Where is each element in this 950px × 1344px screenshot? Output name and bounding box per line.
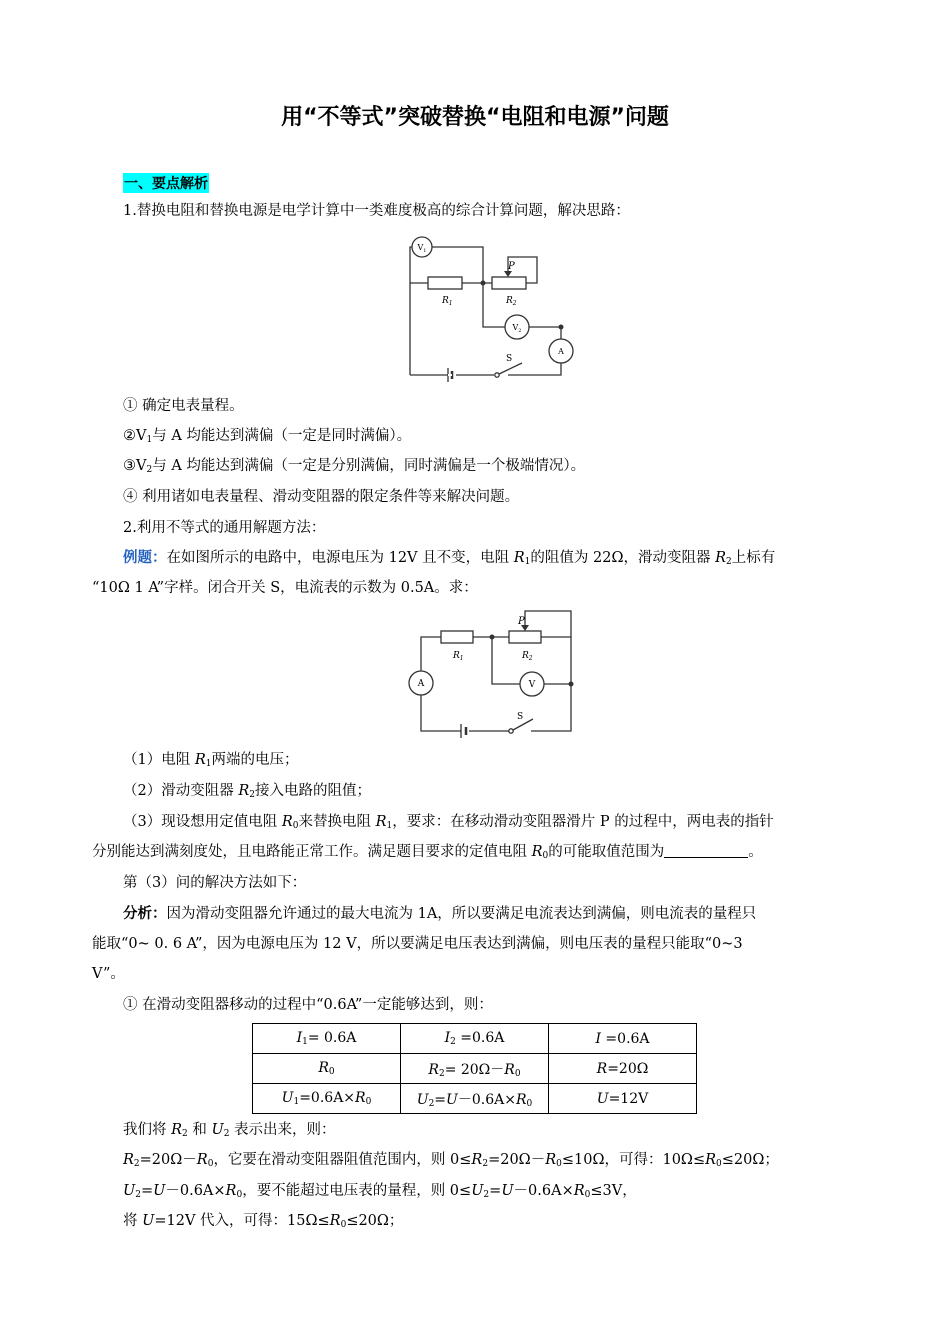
table-row bbox=[253, 1054, 697, 1084]
r2-label: $R_2$ bbox=[506, 296, 517, 307]
ammeter-label-2: A bbox=[417, 679, 425, 689]
step-3: $③V_2$与 A 均能达到满偏（一定是分别满偏，同时满偏是一个极端情况）。 bbox=[123, 458, 586, 475]
circuit-figure-two bbox=[405, 607, 581, 743]
r2-label-2: $R_2$ bbox=[522, 651, 533, 662]
r1-label-2: $R_1$ bbox=[453, 651, 464, 662]
paragraph-1: 1.替换电阻和替换电源是电学计算中一类难度极高的综合计算问题，解决思路： bbox=[123, 203, 630, 219]
analysis-line-2: 能取“0~ 0. 6 A”，因为电源电压为 12 V，所以要满足电压表达到满偏，则电压表的量程只能取“0~3 bbox=[92, 936, 743, 952]
table-cell: $R_0$ bbox=[253, 1054, 401, 1084]
table-cell: I =0.6A bbox=[549, 1024, 697, 1054]
equation-2: $U_2=U-0.6A\times R_0$，要不能超过电压表的量程，则 $0\le U_2=U-0.6A\times R_0\le 3V$， bbox=[123, 1183, 637, 1200]
step-4: ④ 利用诸如电表量程、滑动变阻器的限定条件等来解决问题。 bbox=[123, 489, 520, 505]
v2-label: $V_2$ bbox=[512, 323, 522, 334]
equation-3: 将 U=12V 代入，可得：$15\Omega\le R_0\le 20\Omega$； bbox=[123, 1213, 404, 1230]
analysis-line-3: V”。 bbox=[92, 966, 125, 982]
table-row bbox=[253, 1084, 697, 1114]
question-2: （2）滑动变阻器 $R_2$接入电路的阻值； bbox=[123, 783, 371, 800]
s-label: S bbox=[506, 354, 513, 364]
table-cell: $I_1= 0.6A$ bbox=[253, 1024, 401, 1054]
paragraph-2: 2.利用不等式的通用解题方法： bbox=[123, 520, 326, 536]
r1-label: $R_1$ bbox=[442, 296, 453, 307]
step-2: $②V_1$与 A 均能达到满偏（一定是同时满偏）。 bbox=[123, 428, 412, 445]
question-1: （1）电阻 $R_1$两端的电压； bbox=[123, 752, 299, 769]
ammeter-label: A bbox=[558, 347, 564, 356]
v1-label: $V_1$ bbox=[417, 243, 427, 254]
table-cell: R=20Ω bbox=[549, 1054, 697, 1084]
s-label-2: S bbox=[517, 712, 524, 722]
question-3-line-2: 分别能达到满刻度处，且电路能正常工作。满足题目要求的定值电阻 $R_0$的可能取值范围为 。 bbox=[92, 844, 763, 861]
table-cell: $R_2= 20\Omega-R_0$ bbox=[401, 1054, 549, 1084]
voltmeter-label-2: V bbox=[528, 680, 536, 690]
values-table bbox=[252, 1023, 697, 1114]
circuit-figure-one bbox=[404, 231, 586, 385]
section-heading: 一、要点解析 bbox=[123, 173, 209, 193]
table-cell: $I_2 =0.6A$ bbox=[401, 1024, 549, 1054]
table-cell: $U_2=U-0.6A\times R_0$ bbox=[401, 1084, 549, 1114]
p-label: P bbox=[508, 261, 515, 272]
equation-1: $R_2=20\Omega-R_0$，它要在滑动变阻器阻值范围内，则 $0\le R_2=20\Omega-R_0\le 10\Omega$，可得：$10\Omega\le R_0\le 20\Omega$； bbox=[123, 1152, 779, 1169]
express-line: 我们将 $R_2$ 和 $U_2$ 表示出来，则： bbox=[123, 1122, 336, 1139]
answer-blank[interactable] bbox=[664, 843, 748, 858]
table-cell: $U_1=0.6A\times R_0$ bbox=[253, 1084, 401, 1114]
case-1: ① 在滑动变阻器移动的过程中“0.6A”一定能够达到，则： bbox=[123, 997, 493, 1013]
example-line-1: 例题：在如图所示的电路中，电源电压为 12V 且不变，电阻 $R_1$的阻值为 22Ω，滑动变阻器 $R_2$上标有 bbox=[123, 550, 776, 567]
example-line-2: “10Ω 1 A”字样。闭合开关 S，电流表的示数为 0.5A。求： bbox=[92, 580, 478, 596]
solution-intro: 第（3）问的解决方法如下： bbox=[123, 875, 307, 891]
step-1: ① 确定电表量程。 bbox=[123, 398, 244, 414]
table-cell: U=12V bbox=[549, 1084, 697, 1114]
analysis-line-1: 分析：因为滑动变阻器允许通过的最大电流为 1A，所以要满足电流表达到满偏，则电流表的量程只 bbox=[123, 906, 757, 922]
table-row bbox=[253, 1024, 697, 1054]
p-label-2: P bbox=[518, 616, 525, 627]
question-3-line-1: （3）现设想用定值电阻 $R_0$来替换电阻 $R_1$，要求：在移动滑动变阻器滑片 P 的过程中，两电表的指针 bbox=[123, 814, 774, 831]
page-title: 用“不等式”突破替换“电阻和电源”问题 bbox=[281, 105, 669, 130]
